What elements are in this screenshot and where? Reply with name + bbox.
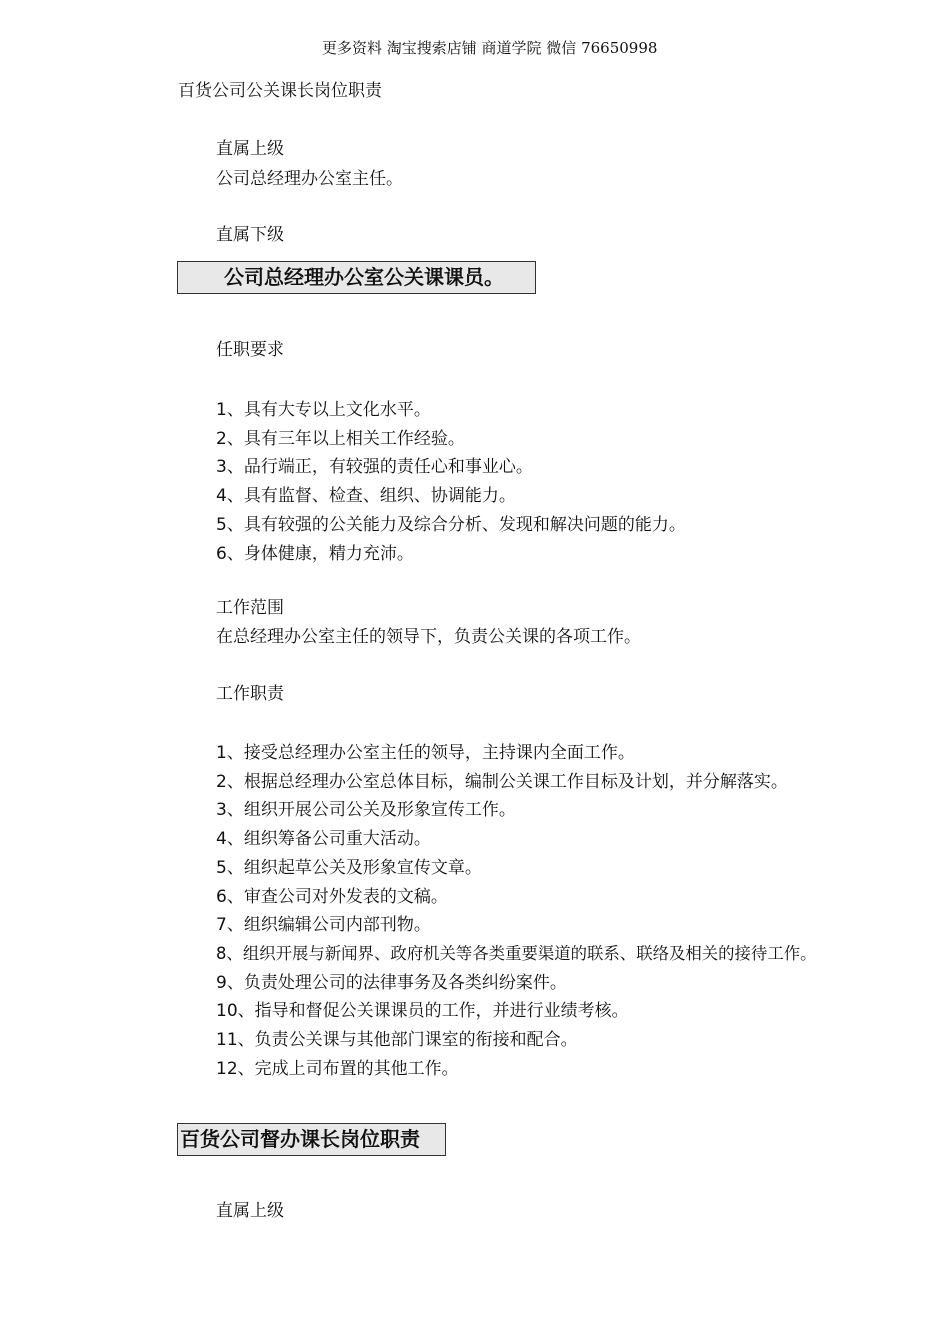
subordinate-value-box: 公司总经理办公室公关课课员。 (177, 261, 536, 294)
list-item: 10、指导和督促公关课课员的工作，并进行业绩考核。 (216, 1001, 629, 1022)
list-item: 11、负责公关课与其他部门课室的衔接和配合。 (216, 1030, 578, 1051)
list-item: 7、组织编辑公司内部刊物。 (216, 915, 431, 936)
list-item: 5、具有较强的公关能力及综合分析、发现和解决问题的能力。 (216, 514, 686, 535)
superior-heading: 直属上级 (216, 139, 284, 159)
requirements-list (216, 396, 686, 568)
list-item: 8、组织开展与新闻界、政府机关等各类重要渠道的联系、联络及相关的接待工作。 (216, 943, 817, 963)
duties-list (216, 739, 817, 1083)
next-superior-heading: 直属上级 (216, 1201, 284, 1221)
header-note: 更多资料 淘宝搜索店铺 商道学院 微信 76650998 (322, 39, 658, 57)
requirements-heading: 任职要求 (216, 340, 284, 360)
superior-value: 公司总经理办公室主任。 (216, 169, 403, 189)
list-item: 9、负责处理公司的法律事务及各类纠纷案件。 (216, 972, 567, 993)
subordinate-heading: 直属下级 (216, 225, 284, 245)
document-title: 百货公司公关课长岗位职责 (178, 81, 382, 101)
list-item: 6、身体健康，精力充沛。 (216, 543, 414, 564)
scope-value: 在总经理办公室主任的领导下，负责公关课的各项工作。 (216, 627, 641, 647)
list-item: 1、具有大专以上文化水平。 (216, 400, 431, 420)
list-item: 6、审查公司对外发表的文稿。 (216, 886, 448, 907)
list-item: 2、根据总经理办公室总体目标，编制公关课工作目标及计划，并分解落实。 (216, 771, 788, 792)
list-item: 5、组织起草公关及形象宣传文章。 (216, 857, 482, 878)
list-item: 4、具有监督、检查、组织、协调能力。 (216, 486, 516, 507)
list-item: 3、组织开展公司公关及形象宣传工作。 (216, 800, 516, 821)
list-item: 3、品行端正，有较强的责任心和事业心。 (216, 457, 533, 478)
duties-heading: 工作职责 (216, 684, 284, 704)
scope-heading: 工作范围 (216, 598, 284, 618)
next-section-title: 百货公司督办课长岗位职责 (177, 1123, 446, 1156)
list-item: 2、具有三年以上相关工作经验。 (216, 428, 465, 449)
list-item: 1、接受总经理办公室主任的领导，主持课内全面工作。 (216, 743, 635, 763)
list-item: 4、组织筹备公司重大活动。 (216, 829, 431, 850)
list-item: 12、完成上司布置的其他工作。 (216, 1058, 459, 1079)
